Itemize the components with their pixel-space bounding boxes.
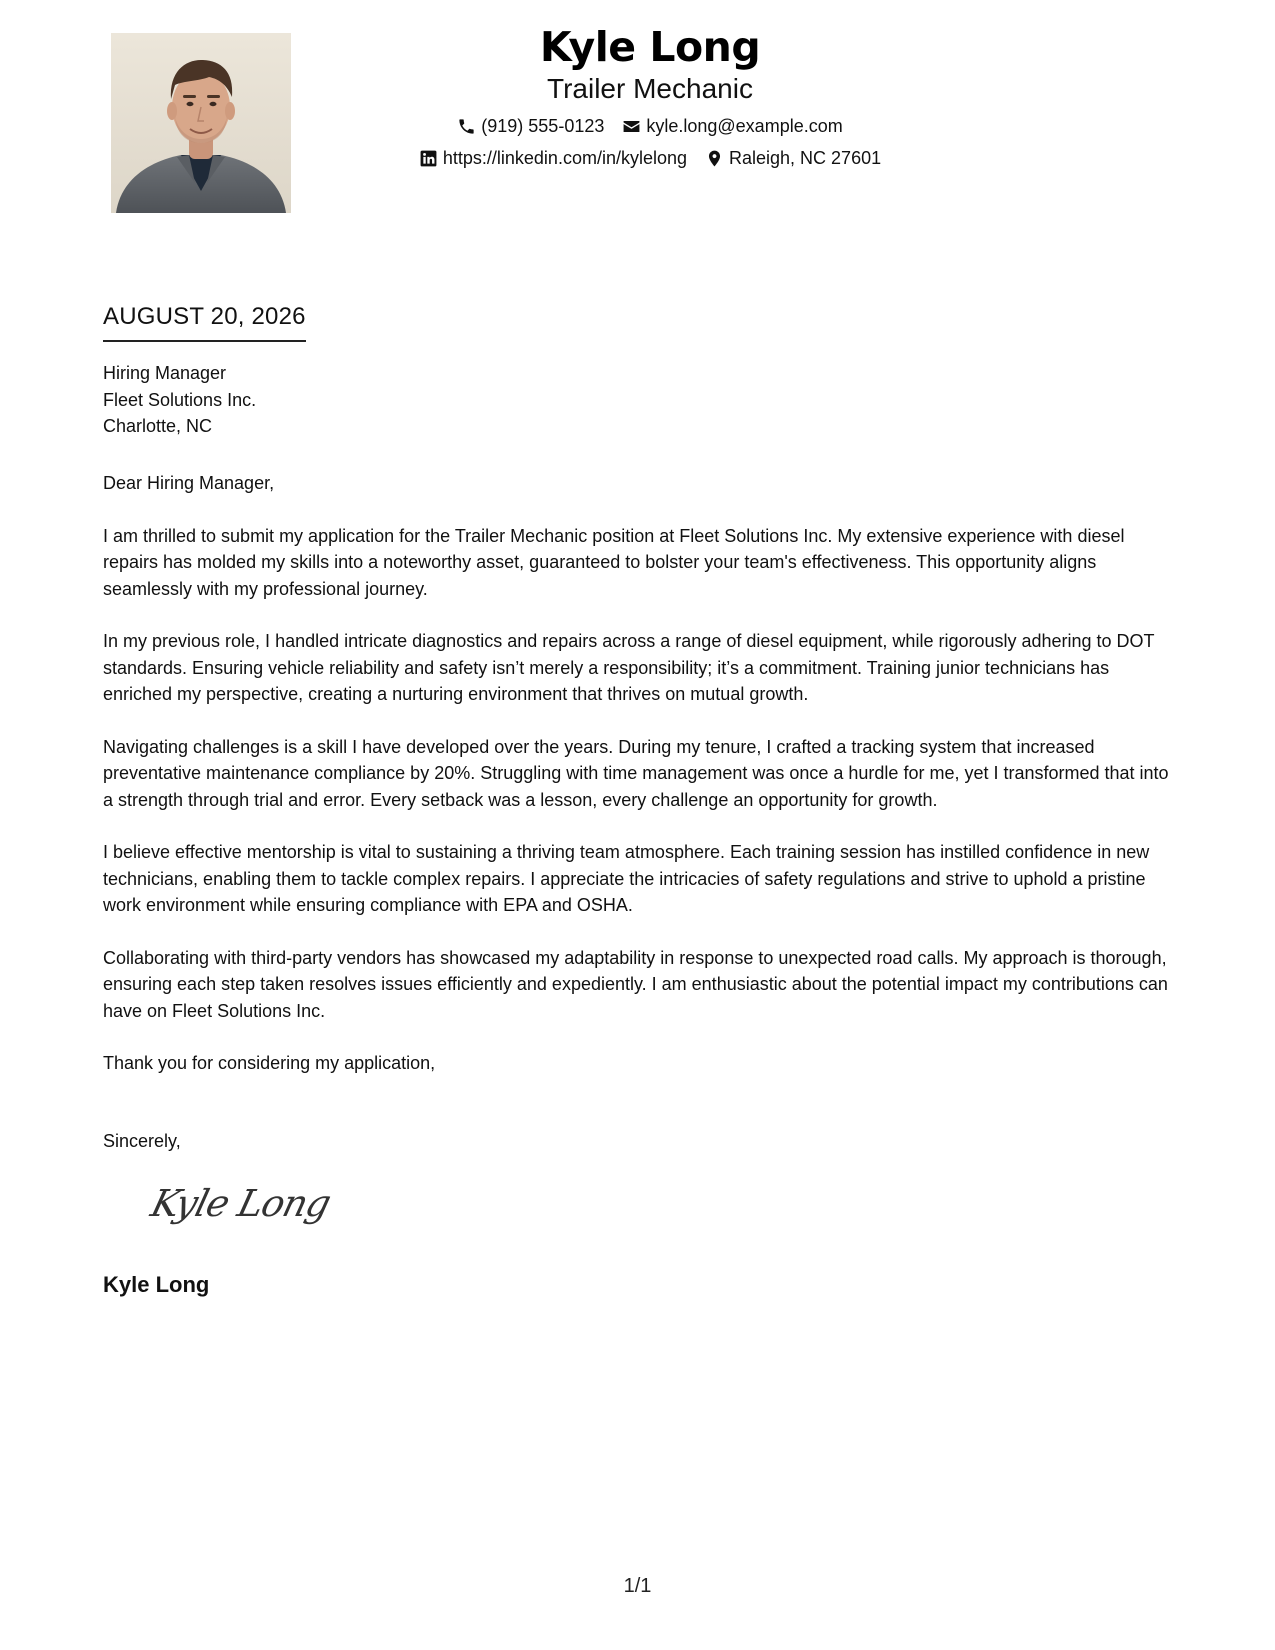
page-number: 1/1: [623, 1575, 652, 1597]
paragraph: Navigating challenges is a skill I have developed over the years. During my tenure, I crafted a tracking system that increased preventative maintenance compliance by 20%. Struggling with time management was once a hurdle for me, yet I transformed that into a strength through trial and error. Every setback was a lesson, every challenge an opportunity for growth.: [103, 736, 1169, 810]
phone-icon: [457, 117, 476, 136]
recipient-name: Hiring Manager: [103, 363, 227, 383]
linkedin-text: https://linkedin.com/in/kylelong: [442, 148, 687, 168]
email-contact[interactable]: [622, 114, 842, 138]
salutation: Dear Hiring Manager,: [103, 473, 275, 493]
letter-body: [103, 470, 1183, 1103]
email-text: kyle.long@example.com: [646, 116, 843, 136]
recipient-location: Charlotte, NC: [103, 416, 213, 436]
phone-contact[interactable]: [457, 114, 604, 138]
profile-photo: [111, 33, 291, 213]
paragraph: I believe effective mentorship is vital to sustaining a thriving team atmosphere. Each training session has instilled confidence in new technicians, enabling them to tackle complex repairs. I appreciate the intricacies of safety regulations and strive to uphold a pristine work environment while ensuring compliance with EPA and OSHA.: [103, 842, 1150, 915]
phone-text: (919) 555-0123: [481, 116, 605, 136]
linkedin-contact[interactable]: [419, 146, 687, 170]
location-contact: [705, 146, 881, 170]
letter-date: AUGUST 20, 2026: [103, 302, 306, 342]
paragraph: I am thrilled to submit my application for the Trailer Mechanic position at Fleet Solutions Inc. My extensive experience with diesel repairs has molded my skills into a noteworthy asset, guaranteed to bolster your team's effectiveness. This opportunity aligns seamlessly with my professional journey.: [103, 525, 1125, 599]
closing-line: Thank you for considering my application,: [103, 1053, 436, 1073]
contact-row-1: [320, 114, 980, 138]
applicant-name: Kyle Long: [539, 23, 761, 71]
recipient-block: [103, 360, 256, 440]
valediction: Sincerely,: [103, 1131, 181, 1151]
job-title: Trailer Mechanic: [547, 73, 753, 104]
contact-row-2: [320, 146, 980, 170]
header: [320, 22, 980, 170]
recipient-company: Fleet Solutions Inc.: [103, 389, 257, 410]
envelope-icon: [622, 117, 641, 136]
location-text: Raleigh, NC 27601: [729, 148, 882, 168]
paragraph: In my previous role, I handled intricate diagnostics and repairs across a range of diesel equipment, while rigorously adhering to DOT standards. Ensuring vehicle reliability and safety isn’t merely a responsibility; it’s a commitment. Training junior technicians has enriched my perspective, creating a nurturing environment that thrives on mutual growth.: [103, 631, 1155, 704]
linkedin-icon: [419, 149, 438, 168]
paragraph: Collaborating with third-party vendors has showcased my adaptability in response to unexpected road calls. My approach is thorough, ensuring each step taken resolves issues efficiently and expediently. I am enthusiastic about the potential impact my contributions can have on Fleet Solutions Inc.: [103, 947, 1168, 1021]
handwritten-signature: Kyle Long: [146, 1182, 335, 1225]
map-pin-icon: [705, 149, 724, 168]
signoff-name: Kyle Long: [103, 1272, 210, 1297]
